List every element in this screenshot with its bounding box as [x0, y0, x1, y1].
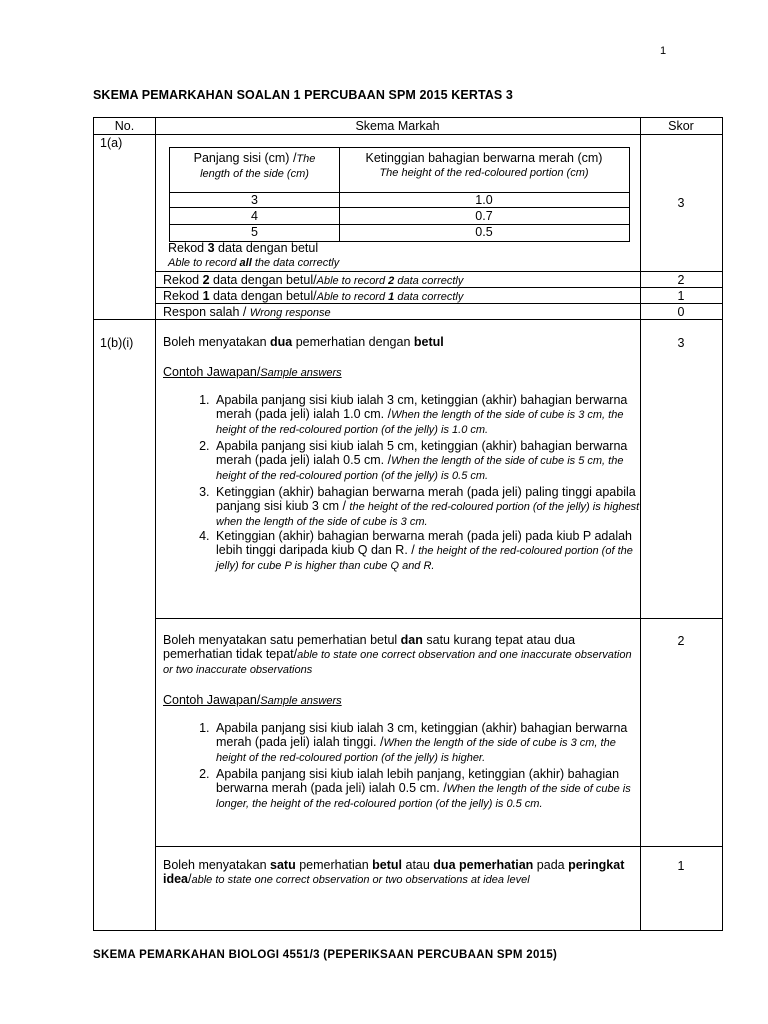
page-footer: SKEMA PEMARKAHAN BIOLOGI 4551/3 (PEPERIKSAAN PERCUBAAN SPM 2015) — [93, 949, 558, 961]
row-divider — [94, 134, 722, 135]
criteria-record-3: Rekod 3 data dengan betul Able to record all the data correctly — [168, 241, 340, 269]
data-table-header-height: Ketinggian bahagian berwarna merah (cm) The height of the red-coloured portion (cm) — [365, 151, 603, 179]
data-table-cell-height: 0.5 — [475, 225, 493, 239]
criteria-b-score1: Boleh menyatakan satu pemerhatian betul atau dua pemerhatian pada peringkat idea/able to state one correct observation or two observations at idea level — [163, 858, 625, 886]
sample-answers-label: Contoh Jawapan/Sample answers — [163, 365, 342, 379]
score-b3: 3 — [677, 336, 685, 350]
score-b2: 2 — [677, 634, 685, 648]
page-number: 1 — [660, 45, 667, 57]
criteria-b-score2 — [163, 633, 643, 811]
marking-scheme-table — [93, 117, 723, 931]
sample-answer-list — [163, 393, 643, 573]
row-divider — [155, 271, 722, 272]
question-number-1bi: 1(b)(i) — [100, 336, 134, 350]
score-3: 3 — [677, 196, 685, 210]
data-table-cell-length: 5 — [251, 225, 258, 239]
sample-answer: 4. Ketinggian (akhir) bahagian berwarna merah (pada jeli) pada kiub P adalah lebih tinggi daripada kiub Q dan R. / the height of the red-coloured portion (of the jelly) for cube P is higher than cube Q and R. — [213, 529, 643, 573]
criteria-statement: Boleh menyatakan dua pemerhatian dengan betul — [163, 335, 444, 349]
sample-answer-list — [163, 721, 643, 811]
score-1: 1 — [677, 289, 685, 303]
data-table-cell-height: 1.0 — [475, 193, 493, 207]
sample-answer: 1. Apabila panjang sisi kiub ialah 3 cm, ketinggian (akhir) bahagian berwarna merah (pada jeli) ialah 1.0 cm. /When the length of the side of cube is 3 cm, the height of the red-coloured portion (of the jelly) is 1.0 cm. — [213, 393, 643, 437]
row-divider — [155, 618, 722, 619]
data-table-cell-length: 4 — [251, 209, 258, 223]
criteria-statement: Boleh menyatakan satu pemerhatian betul dan satu kurang tepat atau dua pemerhatian tidak tepat/able to state one correct observation and one inaccurate observation or two inaccurate observations — [163, 633, 632, 676]
question-number-1a: 1(a) — [100, 136, 123, 150]
sample-answers-label: Contoh Jawapan/Sample answers — [163, 693, 342, 707]
score-b1: 1 — [677, 859, 685, 873]
data-table-cell-height: 0.7 — [475, 209, 493, 223]
sample-answer: 2. Apabila panjang sisi kiub ialah lebih panjang, ketinggian (akhir) bahagian berwarna merah (pada jeli) ialah 0.5 cm. /When the length of the side of cube is longer, the height of the red-coloured portion (of the jelly) is 0.5 cm. — [213, 767, 643, 811]
criteria-record-1: Rekod 1 data dengan betul/Able to record 1 data correctly — [163, 289, 464, 303]
score-0: 0 — [677, 305, 685, 319]
header-skor: Skor — [668, 119, 694, 133]
data-table — [169, 147, 630, 242]
criteria-b-score3 — [163, 335, 643, 573]
header-no: No. — [114, 119, 135, 133]
header-skema: Skema Markah — [355, 119, 440, 133]
criteria-wrong-response: Respon salah / Wrong response — [163, 305, 331, 319]
data-table-divider — [170, 207, 629, 208]
sample-answer: 3. Ketinggian (akhir) bahagian berwarna merah (pada jeli) paling tinggi apabila panjang sisi kiub 3 cm / the height of the red-coloured portion (of the jelly) is highest when the length of the side of cube is 3 cm. — [213, 485, 643, 529]
score-2: 2 — [677, 273, 685, 287]
data-table-cell-length: 3 — [251, 193, 258, 207]
column-divider — [155, 118, 156, 930]
page-title: SKEMA PEMARKAHAN SOALAN 1 PERCUBAAN SPM 2015 KERTAS 3 — [93, 88, 513, 102]
sample-answer: 2. Apabila panjang sisi kiub ialah 5 cm, ketinggian (akhir) bahagian berwarna merah (pada jeli) ialah 0.5 cm. /When the length of the side of cube is 5 cm, the height of the red-coloured portion (of the jelly) is 0.5 cm. — [213, 439, 643, 483]
criteria-record-2: Rekod 2 data dengan betul/Able to record 2 data correctly — [163, 273, 464, 287]
sample-answer: 1. Apabila panjang sisi kiub ialah 3 cm, ketinggian (akhir) bahagian berwarna merah (pada jeli) ialah tinggi. /When the length of the side of cube is 3 cm, the height of the red-coloured portion (of the jelly) is higher. — [213, 721, 643, 765]
row-divider — [155, 846, 722, 847]
data-table-header-length: Panjang sisi (cm) /The length of the side (cm) — [193, 151, 316, 180]
